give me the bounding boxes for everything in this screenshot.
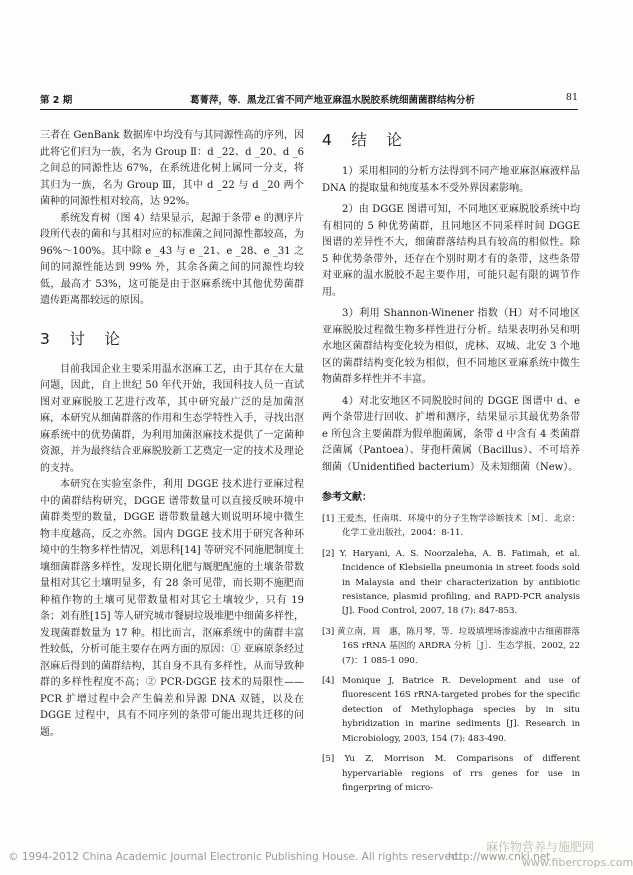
page-number: 81 [565,92,578,103]
section-title-discussion: 3 讨 论 [40,329,122,348]
reference-item: [3] 黄立南，周 惠，陈月琴，等．垃圾填埋场渗滤液中古细菌群落 16S rRNA 基因的 ARDRA 分析［J］．生态学报，2002, 22 (7)：1 085-1 090. [322,626,580,666]
issue-number: 第 2 期 [40,95,73,106]
paragraph: 目前我国企业主要采用温水沤麻工艺，由于其存在大量问题，因此，自上世纪 50 年代开始，我国科技人员一直试图对亚麻脱胶工艺进行改革，其中研究最广泛的是加菌沤麻，本研究从细菌群落的作用和生态学特性入手，寻找出沤麻系统中的优势菌群，为利用加菌沤麻技术提供了一定菌种资源，并为最终结合亚麻脱胶新工艺奠定一定的技术及理论的支持。 [40,363,304,474]
left-column [40,128,304,741]
running-header [40,92,578,106]
references-title: 参考文献： [322,492,372,503]
conclusion-item: 3）利用 Shannon-Winener 指数（H）对不同地区亚麻脱胶过程微生物多样性进行分析。结果表明孙吴和明水地区菌群结构变化较为相似，虎林、双城、北安 3 个地区的菌群结构变化较为相似，但不同地区亚麻系统中微生物菌群多样性并不丰富。 [322,308,580,385]
conclusion-item: 4）对北安地区不同脱胶时间的 DGGE 图谱中 d、e 两个条带进行回收、扩增和测序，结果显示其最优势条带 e 所包含主要菌群为假单胞菌属，条带 d 中含有 4 类菌群泛菌属（Pantoea）、芽孢杆菌属（Bacillus）、不可培养细菌（Unidentified bacterium）及未知细菌（New）。 [322,395,580,473]
paragraph: 系统发育树（图 4）结果显示，起源于条带 e 的测序片段所代表的菌和与其相对应的标准菌之间同源性都较高，为 96%～100%。其中除 e _43 与 e _21、e _28、e _31 之间的同源性能达到 99% 外，其余各菌之间的同源性均较低，最高才 53%，这可能是由于沤麻系统中其他优势菌群遗传距离都较远的原因。 [40,212,304,306]
reference-item: [5] Yu Z, Morrison M. Comparisons of different hypervariable regions of rrs genes for use in fingerpring of micro- [322,754,580,793]
reference-item: [1] 王爱杰，任南琪．环境中的分子生物学诊断技术［M］．北京：化学工业出版社，2004：8-11. [322,514,580,539]
paragraph: 三者在 GenBank 数据库中均没有与其同源性高的序列，因此将它们归为一族，名为 Group Ⅱ：d _22、d _20、d _6 之间总的同源性达 67%，在系统进化树上属同一分支，将其归为一族，名为 Group Ⅲ，其中 d _22 与 d _20 两个菌种的同源性相对较高，达 92%。 [40,130,304,207]
reference-item: [4] Monique J, Batrice R. Development and use of fluorescent 16S rRNA-targeted probes for the specific detection of Methylophaga species by in situ hybridization in marine sediments [J]. Research in Microbiology, 2003, 154 (7): 483-490. [322,676,580,744]
right-column [322,128,580,801]
conclusion-item: 2）由 DGGE 图谱可知，不同地区亚麻脱胶系统中均有相同的 5 种优势菌群，且同地区不同采样时间 DGGE 图谱的差异性不大，细菌群落结构具有较高的相似性。除 5 种优势条带外，还存在个别时期才有的条带，这些条带对亚麻的温水脱胶不起主要作用，可能只起有限的调节作用。 [322,204,580,298]
conclusion-item: 1）采用相同的分析方法得到不同产地亚麻沤麻液样品 DNA 的提取量和纯度基本不受外界因素影响。 [322,166,580,194]
reference-list [322,512,580,795]
copyright-notice: © 1994-2012 China Academic Journal Electronic Publishing House. All rights reserved. [8,851,461,863]
section-title-conclusion: 4 结 论 [322,131,404,149]
watermark-text: 麻作物营养与施肥网 [486,840,595,854]
watermark [468,838,633,875]
paragraph: 本研究在实验室条件，利用 DGGE 技术进行亚麻过程中的菌群结构研究，DGGE 谱带数量可以直接反映环境中菌群类型的数量，DGGE 谱带数量越大则说明环境中微生物丰度越高，反之亦然。国内 DGGE 技术用于研究各种环境中的生物多样性情况，刘思科[14] 等研究不同施肥制度土壤细菌群落多样性，发现长期化肥与厩肥配施的土壤条带数量相对其它土壤明显多，有 28 条可见带，而长期不施肥而种植作物的土壤可见带数量相对其它土壤较少，只有 19 条；刘有胜[15] 等人研究城市餐厨垃圾堆肥中细菌多样性，发现菌群数量为 17 种。相比而言，沤麻系统中的菌群丰富性较低，分析可能主要存在两方面的原因：① 亚麻原条经过沤麻后得到的菌群结构，其自身不具有多样性，从而导致种群的多样性程度不高；② PCR-DGGE 技术的局限性——PCR 扩增过程中会产生偏差和异源 DNA 双链，以及在 DGGE 过程中，具有不同序列的条带可能出现共迁移的问题。 [40,479,304,738]
footer-link[interactable]: http://www.cnki.net [448,851,551,863]
watermark-url: www.fibercrops.com [522,856,633,869]
header-divider [40,109,578,110]
reference-item: [2] Y. Haryani, A. S. Noorzaleha, A. B. Fatimah, et al. Incidence of Klebsiella pneumonia in street foods sold in Malaysia and their characterization by antibiotic resistance, plasmid profiling, and RAPD-PCR analysis [J]. Food Control, 2007, 18 (7): 847-853. [322,548,580,617]
running-title: 葛菁萍，等．黑龙江省不同产地亚麻温水脱胶系统细菌菌群结构分析 [190,95,476,106]
